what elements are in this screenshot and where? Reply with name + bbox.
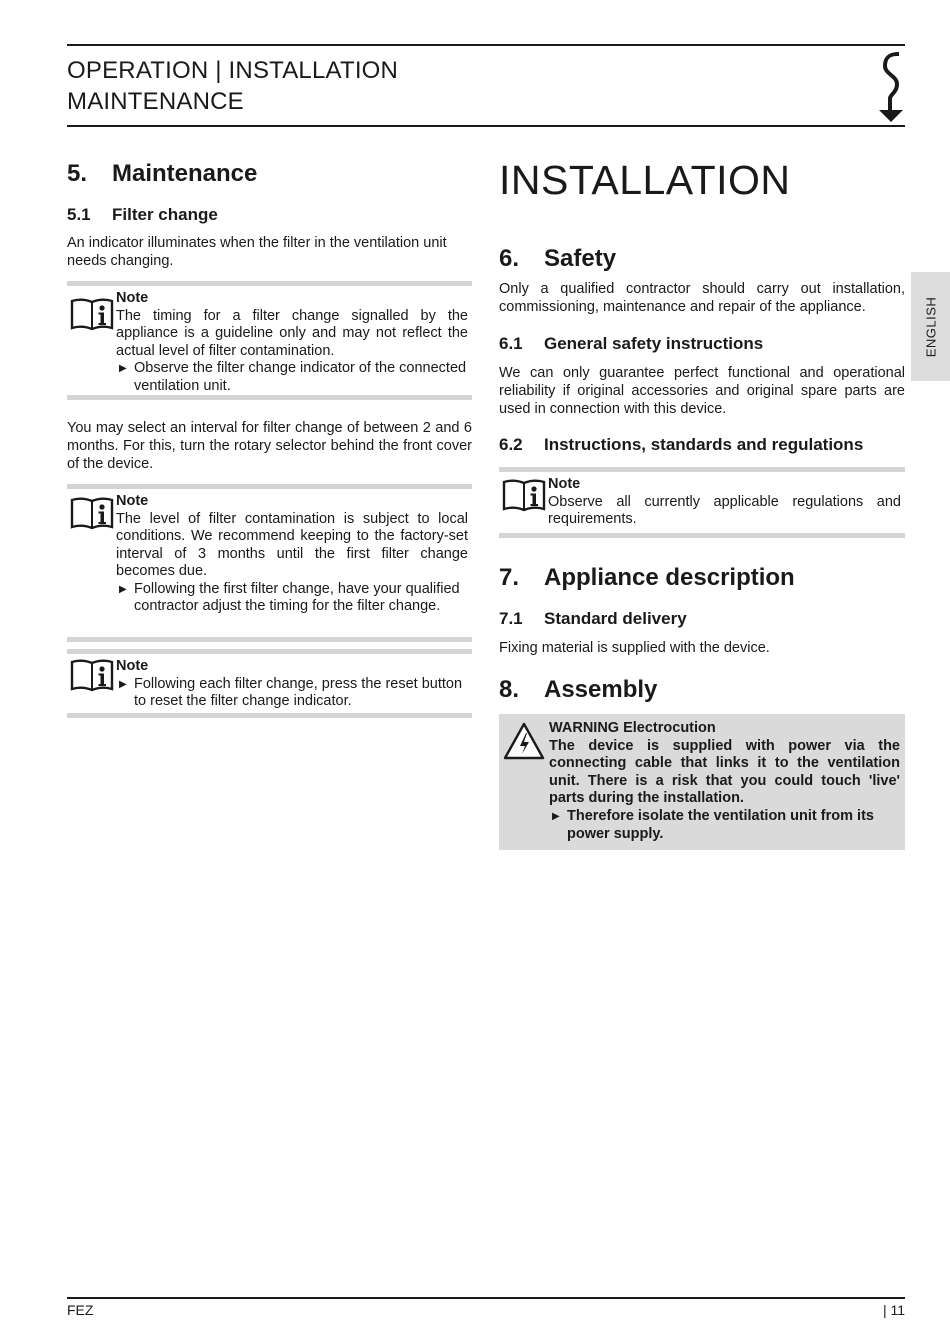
heading-section-5-1	[67, 204, 218, 226]
section-title: Maintenance	[112, 160, 258, 187]
note-content	[116, 290, 468, 395]
section-title: Instructions, standards and regulations	[544, 435, 864, 454]
paragraph-standard-delivery: Fixing material is supplied with the device.	[499, 640, 770, 656]
note-box-2	[67, 484, 472, 642]
note-content	[116, 493, 468, 616]
footer-product-code: FEZ	[67, 1302, 94, 1318]
warning-text: The device is supplied with power via the connecting cable that links it to the ventilation unit. There is a risk that you could touch 'live' parts during the installation.	[549, 737, 900, 807]
note-label: Note	[116, 290, 149, 306]
section-number: 5.	[67, 160, 88, 187]
header-title-line2: MAINTENANCE	[67, 88, 244, 115]
paragraph-filter-indicator: An indicator illuminates when the filter in the ventilation unit needs changing.	[67, 235, 447, 269]
info-book-icon	[70, 497, 114, 531]
section-number: 5.1	[67, 205, 91, 224]
warning-bullet: ▶ Therefore isolate the ventilation unit from its power supply.	[549, 808, 900, 843]
header-bottom-rule	[67, 125, 905, 127]
note-label: Note	[116, 658, 149, 674]
section-number: 7.1	[499, 609, 523, 628]
heading-section-6-1	[499, 333, 763, 355]
language-tab[interactable]	[911, 272, 950, 381]
heading-section-5	[67, 159, 257, 189]
page-header-title	[67, 55, 398, 117]
installation-title: INSTALLATION	[499, 157, 791, 203]
section-number: 7.	[499, 564, 520, 591]
header-title-line1: OPERATION | INSTALLATION	[67, 57, 399, 84]
section-number: 6.1	[499, 334, 523, 353]
section-title: Assembly	[544, 676, 658, 703]
heading-section-7	[499, 563, 795, 593]
note-bullet: ▶ Following each filter change, press the reset button to reset the filter change indicator.	[116, 676, 468, 711]
note-label: Note	[548, 476, 581, 492]
stiebel-logo-icon	[877, 50, 905, 124]
note-bullet: ▶ Following the first filter change, have your qualified contractor adjust the timing for the filter change.	[116, 581, 468, 616]
heading-section-8	[499, 675, 657, 705]
paragraph-general-safety: We can only guarantee perfect functional and operational reliability if original accessories and original spare parts are used in connection with this device.	[499, 365, 905, 417]
note-box-1	[67, 281, 472, 400]
electrocution-warning-icon	[503, 722, 545, 760]
note-content	[116, 658, 468, 711]
heading-section-6-2	[499, 434, 863, 456]
section-title: Standard delivery	[544, 609, 687, 628]
note-text: Observe all currently applicable regulations and requirements.	[548, 493, 901, 527]
language-tab-label: ENGLISH	[923, 296, 938, 357]
note-text: The timing for a filter change signalled by the appliance is a guideline only and may not reflect the actual level of filter contamination.	[116, 307, 468, 359]
section-title: General safety instructions	[544, 334, 764, 353]
warning-label: WARNING Electrocution	[549, 720, 716, 736]
note-content	[548, 476, 901, 529]
paragraph-safety: Only a qualified contractor should carry out installation, commissioning, maintenance and repair of the appliance.	[499, 281, 905, 315]
paragraph-interval: You may select an interval for filter change of between 2 and 6 months. For this, turn the rotary selector behind the front cover of the device.	[67, 420, 472, 472]
note-box-4	[499, 467, 905, 538]
section-number: 6.	[499, 245, 520, 272]
footer-rule	[67, 1297, 905, 1299]
warning-box	[499, 714, 905, 850]
section-title: Appliance description	[544, 564, 795, 591]
section-number: 6.2	[499, 435, 523, 454]
note-box-3	[67, 649, 472, 718]
section-number: 8.	[499, 676, 520, 703]
heading-section-7-1	[499, 608, 687, 630]
info-book-icon	[502, 479, 546, 513]
note-text: The level of filter contamination is subject to local conditions. We recommend keeping to the factory-set interval of 3 months until the first filter change becomes due.	[116, 510, 468, 579]
warning-content	[549, 720, 900, 843]
section-title: Safety	[544, 245, 617, 272]
section-title: Filter change	[112, 205, 218, 224]
info-book-icon	[70, 659, 114, 693]
info-book-icon	[70, 298, 114, 332]
header-top-rule	[67, 44, 905, 46]
note-label: Note	[116, 493, 149, 509]
heading-section-6	[499, 244, 616, 274]
page-number: | 11	[882, 1302, 905, 1318]
note-bullet: ▶ Observe the filter change indicator of the connected ventilation unit.	[116, 360, 468, 395]
